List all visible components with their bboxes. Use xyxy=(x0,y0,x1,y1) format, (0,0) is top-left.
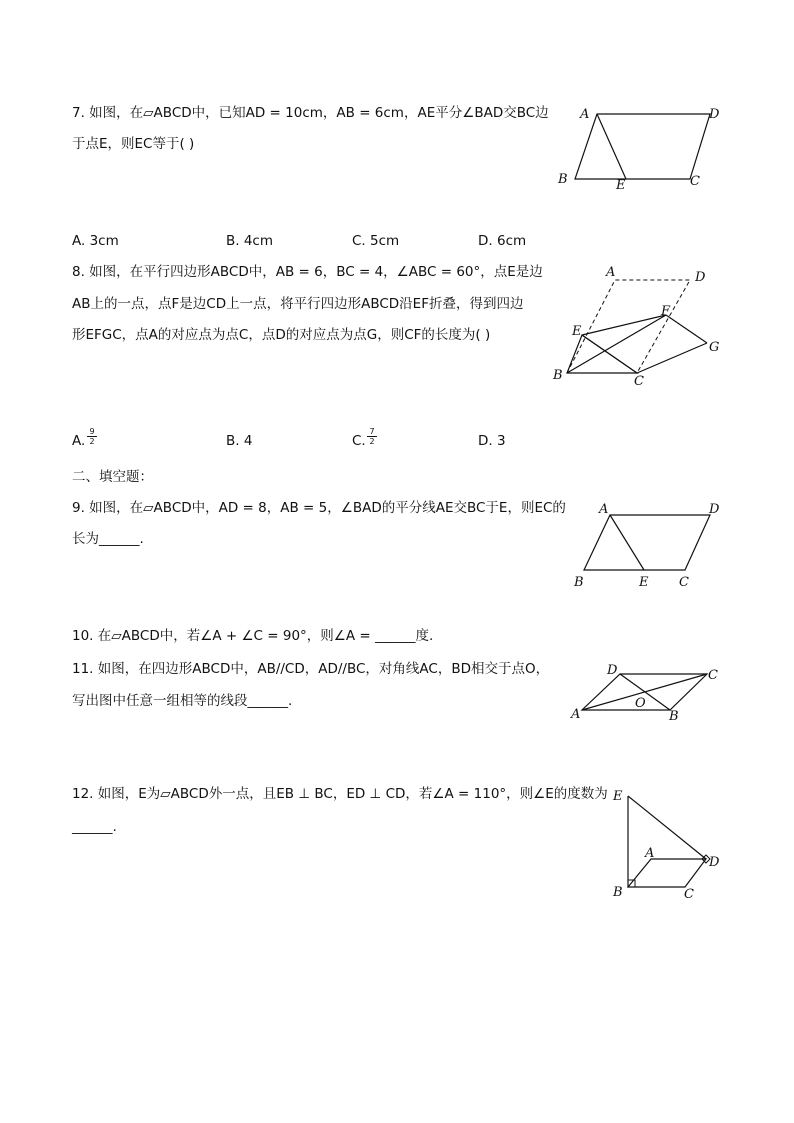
q11-line1: 11. 如图，在四边形ABCD中，AB//CD，AD//BC，对角线AC，BD相交于点O， xyxy=(72,661,550,677)
q8-option-a-numerator: 9 xyxy=(89,427,95,436)
q12-label-b: B xyxy=(613,885,623,900)
q8-line2: AB上的一点，点F是边CD上一点，将平行四边形ABCD沿EF折叠，得到四边 xyxy=(72,296,524,312)
q7-label-e: E xyxy=(616,178,626,193)
q8-option-a-prefix: A. xyxy=(72,433,86,449)
q7-line2: 于点E，则EC等于( ) xyxy=(72,136,195,152)
q11-parallelogram-figure xyxy=(565,662,730,727)
q7-label-d: D xyxy=(709,107,720,122)
q7-option-b: B. 4cm xyxy=(226,233,274,249)
q11-line2: 写出图中任意一组相等的线段______. xyxy=(72,693,293,709)
q7-option-a: A. 3cm xyxy=(72,233,119,249)
q8-option-c-denominator: 2 xyxy=(367,436,377,446)
q7-option-c: C. 5cm xyxy=(352,233,400,249)
q11-label-o: O xyxy=(635,696,646,711)
q11-label-d: D xyxy=(607,663,618,678)
q8-label-e: E xyxy=(572,324,582,339)
q9-label-b: B xyxy=(574,575,584,590)
q7-option-d: D. 6cm xyxy=(478,233,527,249)
q8-option-c-prefix: C. xyxy=(352,433,366,449)
q8-label-f: F xyxy=(661,304,671,319)
q8-line3: 形EFGC，点A的对应点为点C，点D的对应点为点G，则CF的长度为( ) xyxy=(72,327,491,343)
section-title-fill-in: 二、填空题： xyxy=(72,469,153,485)
q12-label-a: A xyxy=(645,846,655,861)
q8-option-d: D. 3 xyxy=(478,433,506,449)
q8-option-b: B. 4 xyxy=(226,433,253,449)
q8-option-c-numerator: 7 xyxy=(369,427,375,436)
q12-label-c: C xyxy=(684,887,694,902)
q7-label-c: C xyxy=(690,174,700,189)
q8-option-a-fraction xyxy=(87,427,97,446)
q8-folding-figure xyxy=(545,262,730,392)
q9-parallelogram-figure xyxy=(565,498,730,593)
q12-label-d: D xyxy=(709,855,720,870)
q8-label-d: D xyxy=(695,270,706,285)
q11-label-b: B xyxy=(669,709,679,724)
q12-figure xyxy=(605,780,730,905)
q9-label-e: E xyxy=(639,575,649,590)
q9-label-d: D xyxy=(709,502,720,517)
q7-label-b: B xyxy=(558,172,568,187)
q12-line2: ______. xyxy=(72,819,117,835)
q9-line2: 长为______. xyxy=(72,531,144,547)
q8-label-a: A xyxy=(606,265,616,280)
q10-line1: 10. 在▱ABCD中，若∠A + ∠C = 90°，则∠A = ______度. xyxy=(72,628,434,644)
q7-parallelogram-figure xyxy=(550,100,730,195)
q7-label-a: A xyxy=(580,107,590,122)
q11-label-c: C xyxy=(708,668,718,683)
q11-label-a: A xyxy=(571,707,581,722)
q12-label-e: E xyxy=(613,789,623,804)
q8-label-g: G xyxy=(709,340,720,355)
q7-line1: 7. 如图，在▱ABCD中，已知AD = 10cm，AB = 6cm，AE平分∠BAD交BC边 xyxy=(72,105,549,121)
q8-label-b: B xyxy=(553,368,563,383)
q8-label-c: C xyxy=(634,374,644,389)
q9-label-c: C xyxy=(679,575,689,590)
q8-option-a-denominator: 2 xyxy=(87,436,97,446)
q8-option-c-fraction xyxy=(367,427,377,446)
q12-line1: 12. 如图，E为▱ABCD外一点，且EB ⊥ BC，ED ⊥ CD，若∠A = 110°，则∠E的度数为 xyxy=(72,786,608,802)
q8-line1: 8. 如图，在平行四边形ABCD中，AB = 6，BC = 4，∠ABC = 60°，点E是边 xyxy=(72,264,543,280)
q9-line1: 9. 如图，在▱ABCD中，AD = 8，AB = 5，∠BAD的平分线AE交BC于E，则EC的 xyxy=(72,500,566,516)
q9-label-a: A xyxy=(599,502,609,517)
